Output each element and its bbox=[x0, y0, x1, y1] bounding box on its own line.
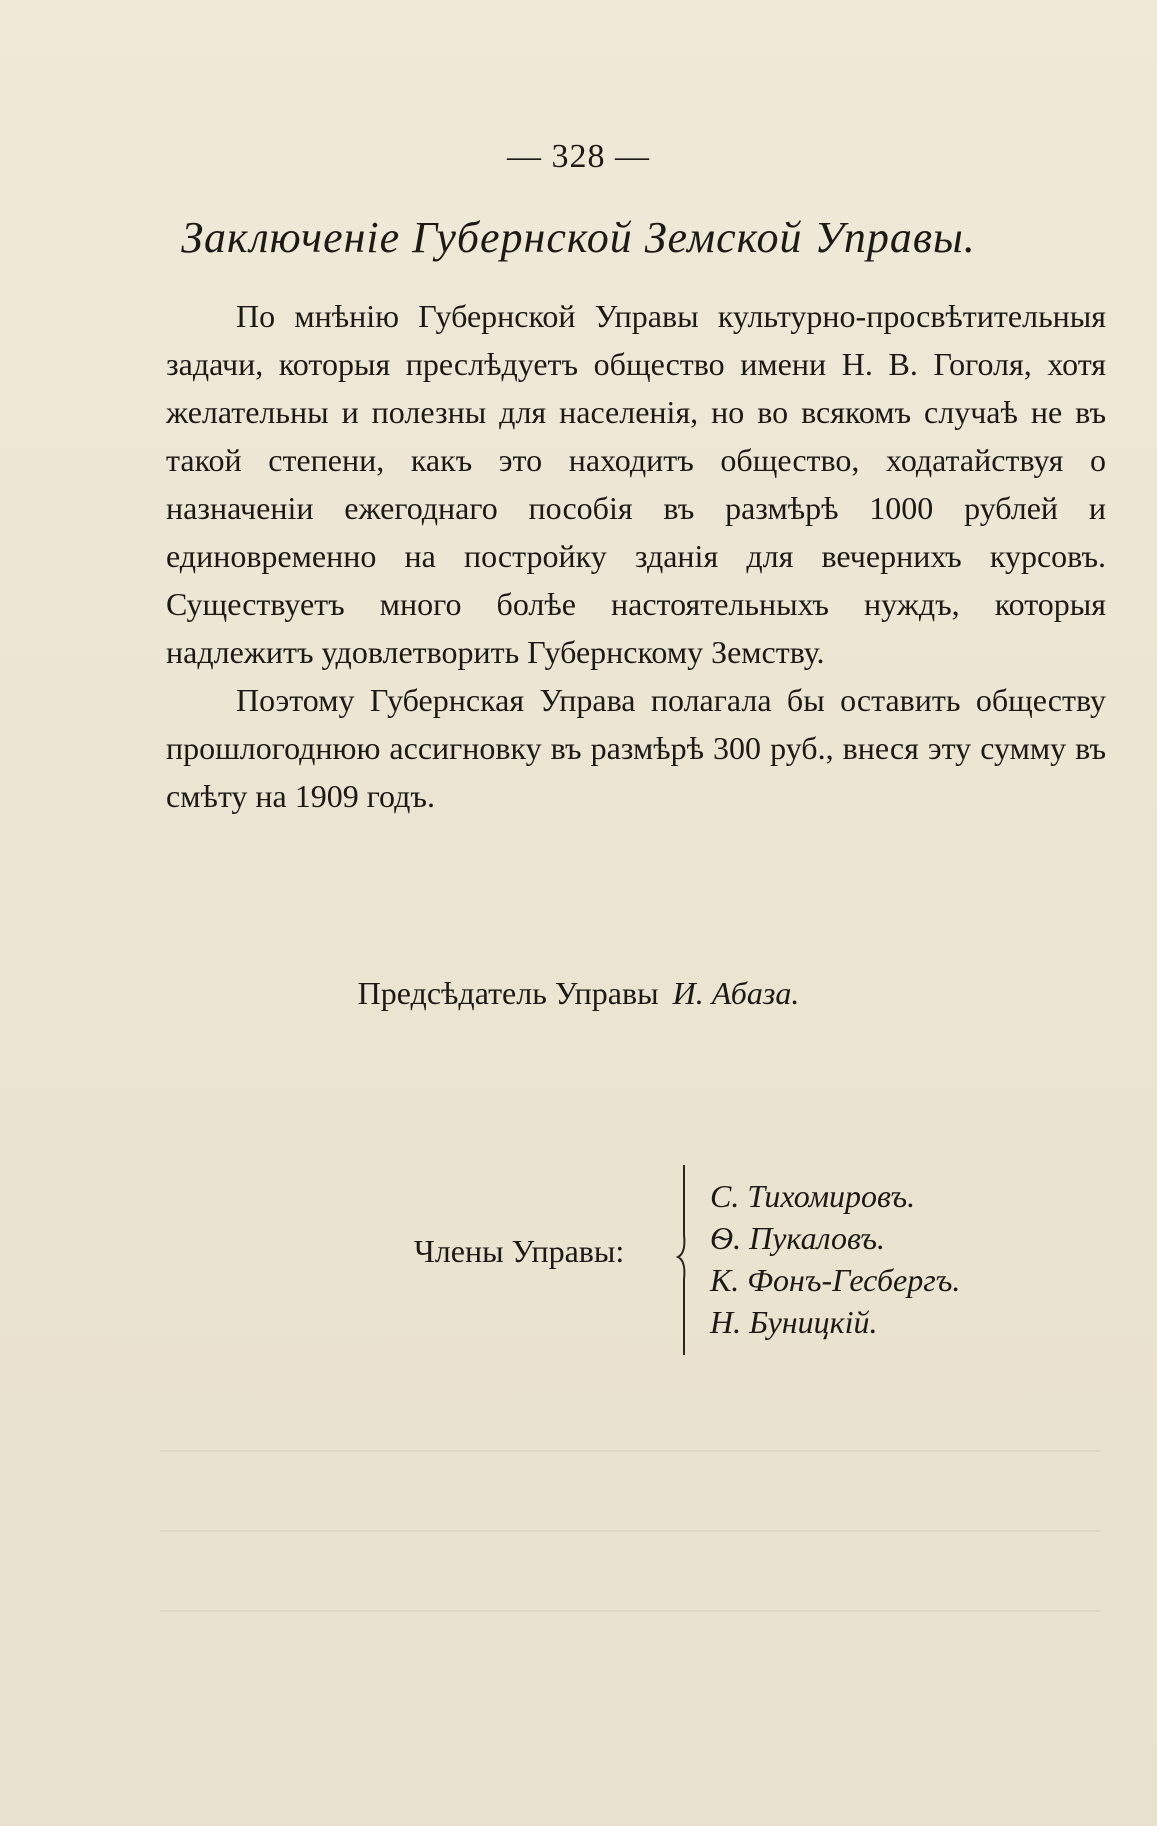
paragraph-2: Поэтому Губернская Управа полагала бы оставить обществу прошлогоднюю ассигновку въ размѣрѣ 300 руб., внеся эту сумму въ смѣту на 1909 годъ. bbox=[166, 682, 1106, 814]
member-name: Ѳ. Пукаловъ. bbox=[710, 1220, 886, 1256]
body-text bbox=[166, 292, 1106, 820]
signature-role: Предсѣдатель Управы bbox=[357, 975, 659, 1011]
page-number: — 328 — bbox=[507, 138, 650, 175]
bleed-through-line bbox=[160, 1530, 1100, 1532]
member-name: С. Тихомировъ. bbox=[710, 1178, 916, 1214]
board-members bbox=[414, 1175, 1014, 1345]
paragraph-1: По мнѣнiю Губернской Управы культурно-просвѣтительныя задачи, которыя преслѣдуетъ общество имени Н. В. Гоголя, хотя желательны и полезны для населенiя, но во всякомъ случаѣ не въ такой степени, какъ это находитъ общество, ходатайствуя о назначенiи ежегоднаго пособiя въ размѣрѣ 1000 рублей и единовременно на постройку зданiя для вечернихъ курсовъ. Существуетъ много болѣе настоятельныхъ нуждъ, которыя надлежитъ удовлетворить Губернскому Земству. bbox=[166, 298, 1106, 670]
signature-name: И. Абаза. bbox=[672, 975, 800, 1011]
member-name: К. Фонъ-Гесбергъ. bbox=[710, 1262, 961, 1298]
members-label: Члены Управы: bbox=[414, 1233, 625, 1269]
section-title: Заключенiе Губернской Земской Управы. bbox=[181, 213, 976, 262]
bleed-through-line bbox=[160, 1450, 1100, 1452]
members-list bbox=[710, 1175, 960, 1343]
brace-icon bbox=[674, 1165, 694, 1355]
bleed-through-line bbox=[160, 1610, 1100, 1612]
chairman-signature bbox=[0, 975, 1157, 1012]
member-name: Н. Буницкiй. bbox=[710, 1304, 878, 1340]
